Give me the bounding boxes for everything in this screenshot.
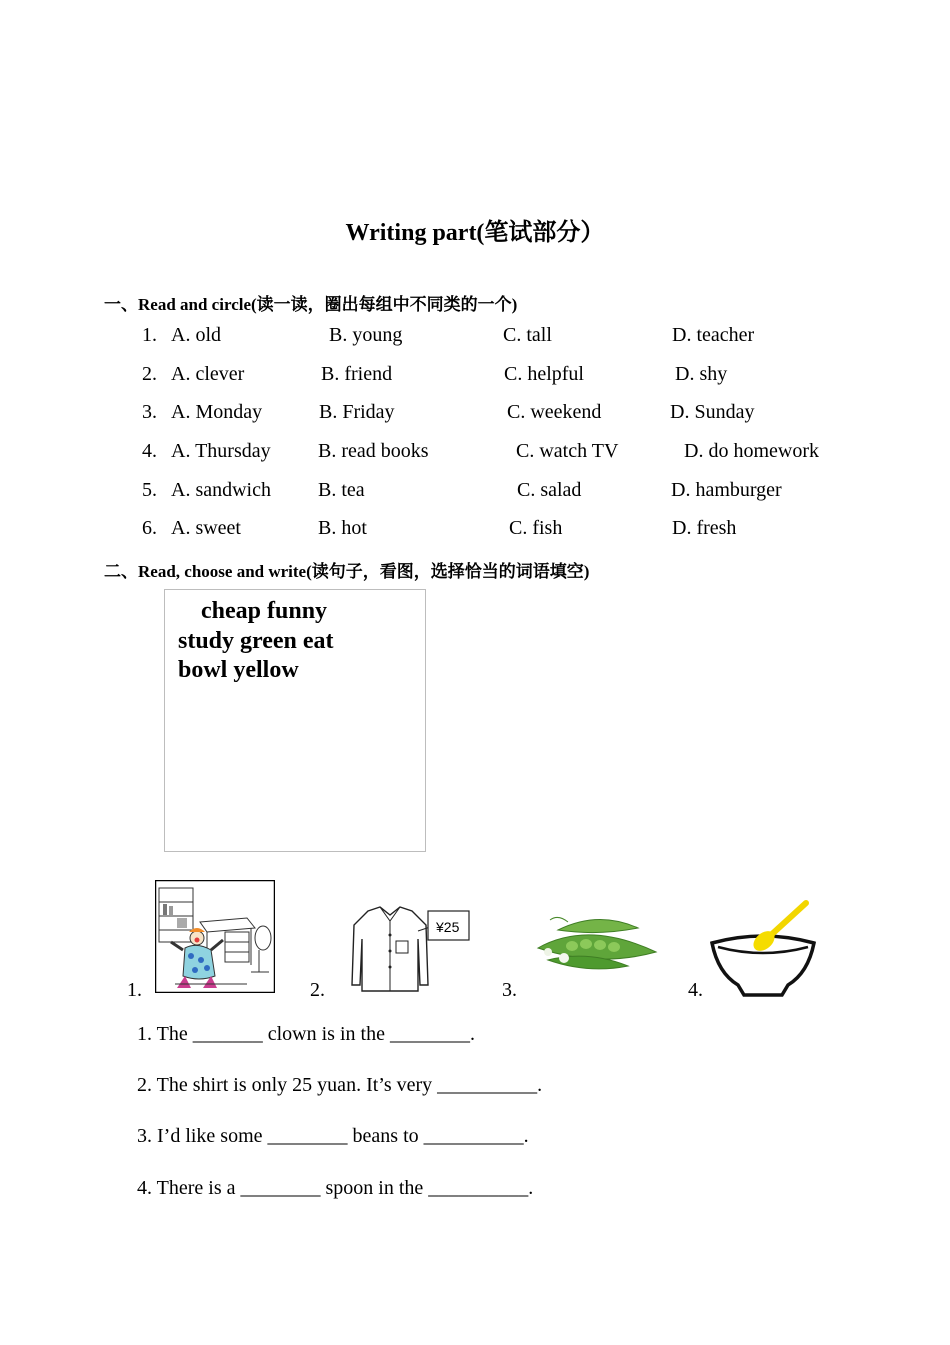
word-box-line: cheap funny bbox=[201, 598, 328, 624]
item-number: 2. bbox=[142, 363, 157, 385]
option-b: B. friend bbox=[321, 363, 393, 385]
option-a: A. Thursday bbox=[171, 440, 271, 462]
page-title: Writing part(笔试部分） bbox=[345, 220, 605, 246]
picture-label: 3. bbox=[502, 979, 517, 1001]
item-number: 5. bbox=[142, 479, 157, 501]
option-a: A. clever bbox=[171, 363, 245, 385]
option-a: A. Monday bbox=[171, 401, 263, 423]
option-c: C. helpful bbox=[504, 363, 584, 385]
shirt-icon bbox=[338, 905, 473, 995]
price-tag: ¥25 bbox=[436, 919, 460, 935]
sentence: 2. The shirt is only 25 yuan. It’s very __________. bbox=[137, 1074, 543, 1096]
option-d: D. do homework bbox=[684, 440, 819, 462]
option-c: C. salad bbox=[517, 479, 582, 501]
option-c: C. fish bbox=[509, 517, 563, 539]
section1-heading: 一、Read and circle(读一读，圈出每组中不同类的一个) bbox=[104, 295, 518, 314]
sentence: 3. I’d like some ________ beans to __________. bbox=[137, 1125, 529, 1147]
option-a: A. sweet bbox=[171, 517, 241, 539]
green-beans-icon bbox=[528, 910, 663, 975]
word-box-line: study green eat bbox=[178, 628, 334, 654]
option-b: B. read books bbox=[318, 440, 429, 462]
option-c: C. watch TV bbox=[516, 440, 619, 462]
picture-label: 2. bbox=[310, 979, 325, 1001]
item-number: 6. bbox=[142, 517, 157, 539]
option-b: B. hot bbox=[318, 517, 367, 539]
section2-heading: 二、Read, choose and write(读句子，看图，选择恰当的词语填空) bbox=[104, 562, 590, 581]
option-c: C. weekend bbox=[507, 401, 602, 423]
option-a: A. old bbox=[171, 324, 221, 346]
option-d: D. fresh bbox=[672, 517, 737, 539]
option-b: B. Friday bbox=[319, 401, 395, 423]
option-a: A. sandwich bbox=[171, 479, 271, 501]
item-number: 4. bbox=[142, 440, 157, 462]
picture-label: 4. bbox=[688, 979, 703, 1001]
word-box-line: bowl yellow bbox=[178, 657, 299, 683]
clown-in-study-room-icon bbox=[155, 880, 275, 993]
option-b: B. young bbox=[329, 324, 403, 346]
option-b: B. tea bbox=[318, 479, 365, 501]
picture-label: 1. bbox=[127, 979, 142, 1001]
word-box bbox=[164, 589, 426, 852]
option-d: D. shy bbox=[675, 363, 728, 385]
option-d: D. teacher bbox=[672, 324, 755, 346]
option-d: D. Sunday bbox=[670, 401, 755, 423]
sentence: 1. The _______ clown is in the ________. bbox=[137, 1023, 475, 1045]
sentence: 4. There is a ________ spoon in the __________. bbox=[137, 1177, 534, 1199]
option-c: C. tall bbox=[503, 324, 552, 346]
option-d: D. hamburger bbox=[671, 479, 782, 501]
item-number: 3. bbox=[142, 401, 157, 423]
bowl-with-yellow-spoon-icon bbox=[710, 893, 816, 997]
item-number: 1. bbox=[142, 324, 157, 346]
